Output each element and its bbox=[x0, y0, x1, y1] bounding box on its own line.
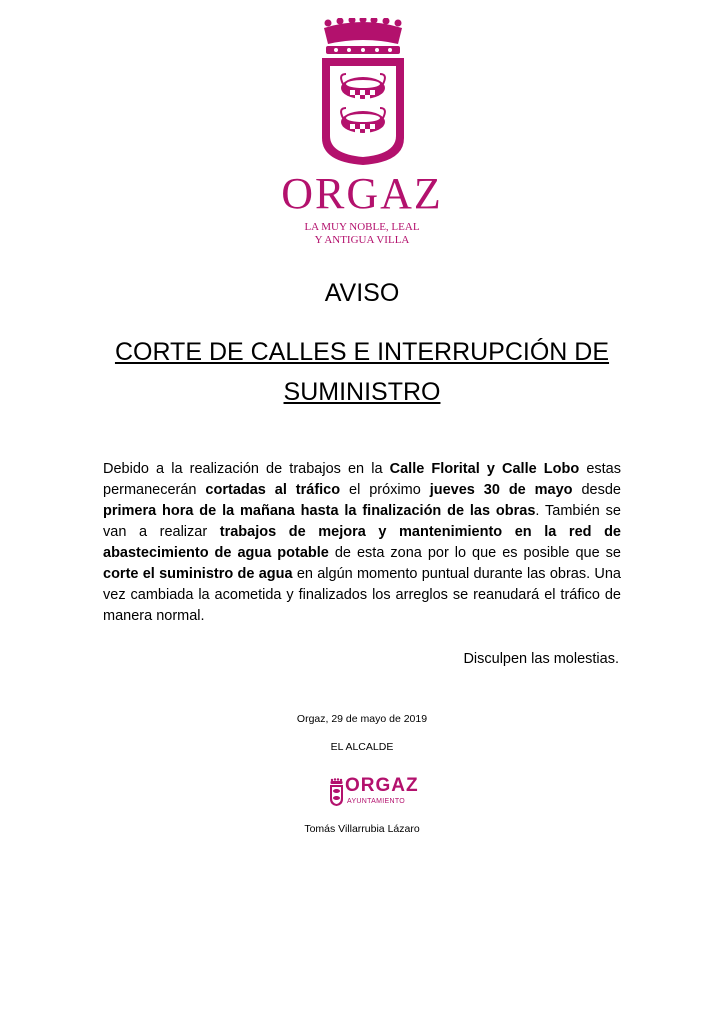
brand-name: ORGAZ bbox=[281, 169, 443, 218]
body-bold: Calle Florital y Calle Lobo bbox=[389, 461, 580, 477]
notice-label: AVISO bbox=[324, 279, 400, 307]
body-bold: corte el suministro de agua bbox=[103, 566, 293, 582]
notice-title-line-1: CORTE DE CALLES E INTERRUPCIÓN DE bbox=[114, 338, 610, 366]
body-bold: jueves 30 de mayo bbox=[429, 482, 573, 498]
body-bold: primera hora de la mañana hasta la finalización de las obras bbox=[103, 503, 536, 519]
brand-motto bbox=[0, 221, 724, 247]
motto-line-2: Y ANTIGUA VILLA bbox=[314, 234, 410, 246]
signer-role: EL ALCALDE bbox=[330, 741, 394, 753]
signer-name: Tomás Villarrubia Lázaro bbox=[304, 823, 420, 835]
body-text: . También se van a realizar bbox=[103, 503, 621, 540]
motto-line-1: LA MUY NOBLE, LEAL bbox=[304, 221, 420, 233]
body-bold: cortadas al tráfico bbox=[205, 482, 341, 498]
body-text: de esta zona por lo que es posible que se bbox=[328, 545, 621, 561]
coat-of-arms-logo bbox=[316, 18, 410, 166]
body-text: el próximo bbox=[340, 482, 430, 498]
body-text: desde bbox=[572, 482, 621, 498]
logo-name: ORGAZ bbox=[345, 775, 419, 796]
notice-body bbox=[103, 459, 621, 627]
body-text: estas permanecerán bbox=[103, 461, 621, 498]
place-date: Orgaz, 29 de mayo de 2019 bbox=[296, 713, 428, 725]
body-bold: trabajos de mejora y mantenimiento en la red de abastecimiento de agua potable bbox=[103, 524, 621, 561]
logo-subtitle: AYUNTAMIENTO bbox=[347, 798, 406, 805]
notice-title-line-2: SUMINISTRO bbox=[283, 378, 441, 406]
body-text: Debido a la realización de trabajos en la bbox=[103, 461, 390, 477]
closing-text: Disculpen las molestias. bbox=[463, 651, 619, 667]
body-text: en algún momento puntual durante las obras. Una vez cambiada la acometida y finalizados los arreglos se reanudará el tráfico de manera normal. bbox=[103, 566, 621, 624]
